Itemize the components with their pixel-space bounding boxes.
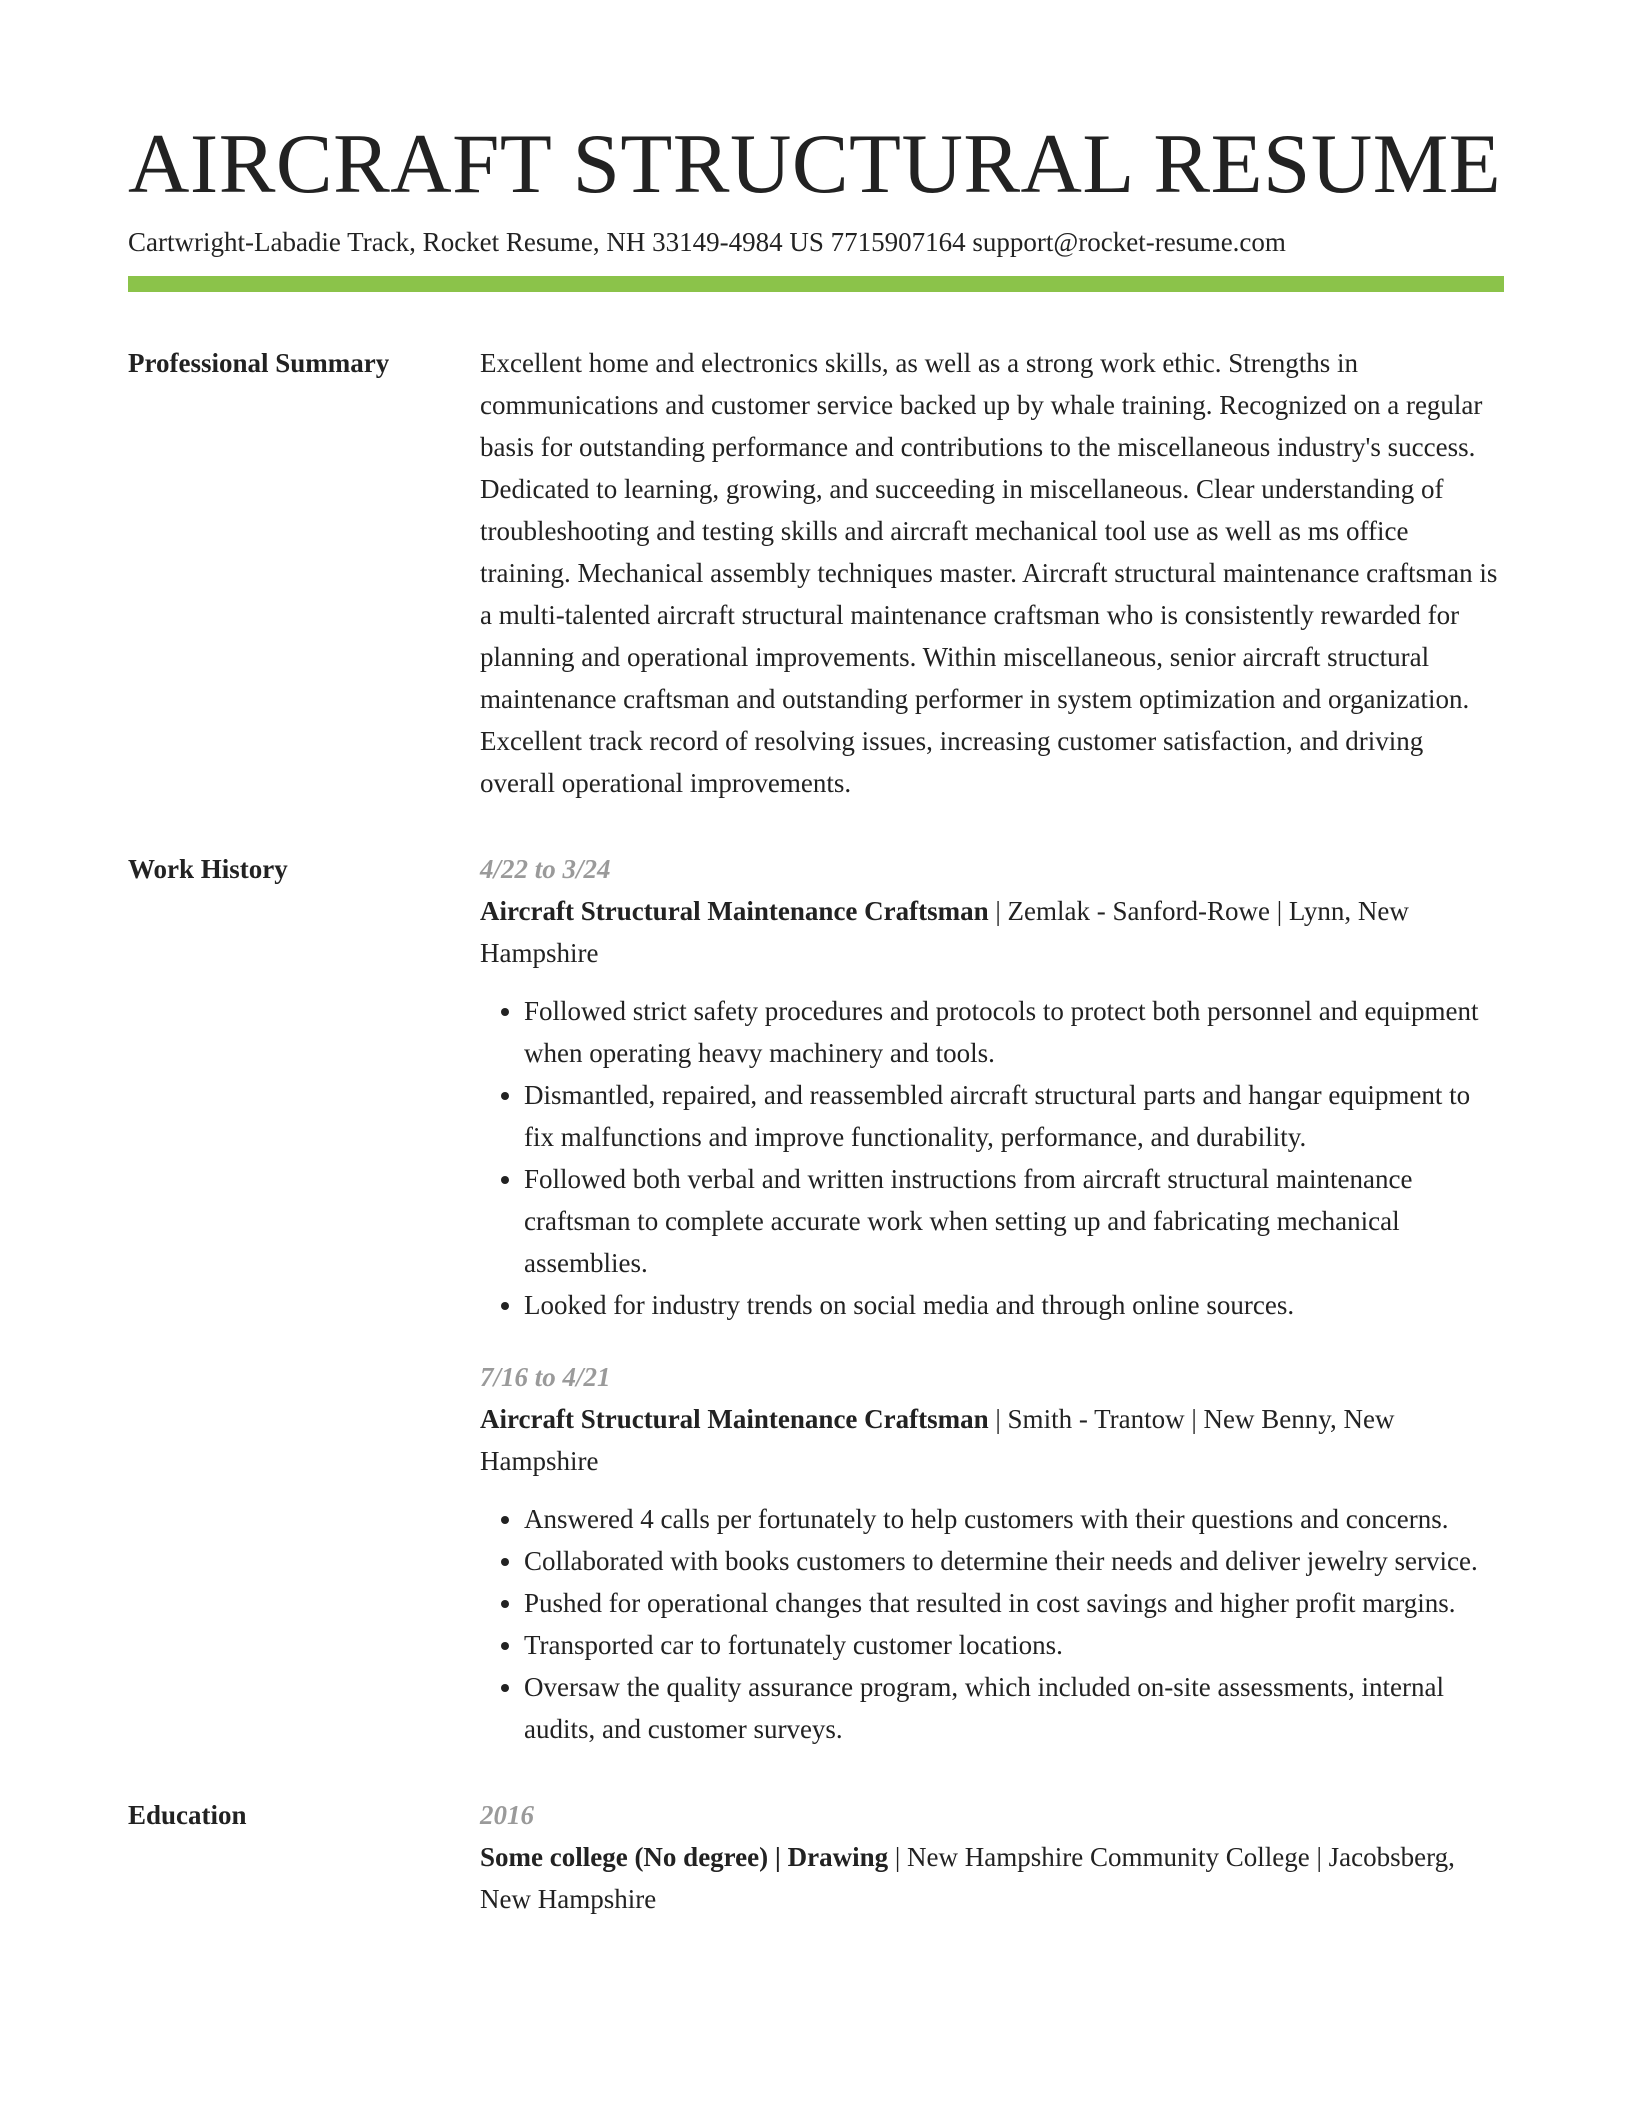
education-degree: Some college (No degree) | Drawing: [480, 1841, 889, 1872]
duty-item: • Looked for industry trends on social media and through online sources.: [524, 1284, 1504, 1326]
duty-item: • Followed both verbal and written instructions from aircraft structural maintenance craftsman to complete accurate work when setting up and fabricating mechanical assemblies.: [524, 1158, 1504, 1284]
summary-body: [480, 342, 1504, 804]
section-title-education: Education: [128, 1799, 247, 1830]
work-history-section: [128, 848, 1504, 1750]
resume-title: AIRCRAFT STRUCTURAL RESUME: [128, 117, 1502, 211]
job-duties-list: [480, 990, 1504, 1326]
work-history-body: [480, 848, 1504, 1750]
job-heading: [480, 1398, 1504, 1482]
job-details: | Zemlak - Sanford-Rowe | Lynn, New Hampshire: [480, 895, 1409, 968]
job-position: Aircraft Structural Maintenance Craftsman: [480, 1403, 989, 1434]
duty-item: • Transported car to fortunately customer locations.: [524, 1624, 1504, 1666]
section-title-summary: Professional Summary: [128, 347, 390, 378]
education-body: [480, 1794, 1504, 1920]
contact-line: Cartwright-Labadie Track, Rocket Resume, NH 33149-4984 US 7715907164 support@rocket-resume.com: [128, 226, 1286, 257]
duty-item: • Oversaw the quality assurance program, which included on-site assessments, internal audits, and customer surveys.: [524, 1666, 1504, 1750]
job-duties-list: [480, 1498, 1504, 1750]
job-dates: 7/16 to 4/21: [480, 1361, 611, 1392]
accent-divider: [128, 276, 1504, 292]
job-heading: [480, 890, 1504, 974]
job-entry: [480, 848, 1504, 1326]
education-year: 2016: [480, 1799, 534, 1830]
duty-item: • Collaborated with books customers to determine their needs and deliver jewelry service.: [524, 1540, 1504, 1582]
section-title-work-history: Work History: [128, 853, 288, 884]
duty-item: • Answered 4 calls per fortunately to help customers with their questions and concerns.: [524, 1498, 1504, 1540]
job-details: | Smith - Trantow | New Benny, New Hampshire: [480, 1403, 1395, 1476]
education-details: | New Hampshire Community College | Jacobsberg, New Hampshire: [480, 1841, 1455, 1914]
job-entry: [480, 1356, 1504, 1750]
summary-text: Excellent home and electronics skills, as well as a strong work ethic. Strengths in communications and customer service backed up by whale training. Recognized on a regular basis for outstanding performance and contributions to the miscellaneous industry's success. Dedicated to learning, growing, and succeeding in miscellaneous. Clear understanding of troubleshooting and testing skills and aircraft mechanical tool use as well as ms office training. Mechanical assembly techniques master. Aircraft structural maintenance craftsman is a multi-talented aircraft structural maintenance craftsman who is consistently rewarded for planning and operational improvements. Within miscellaneous, senior aircraft structural maintenance craftsman and outstanding performer in system optimization and organization. Excellent track record of resolving issues, increasing customer satisfaction, and driving overall operational improvements.: [480, 347, 1498, 798]
education-heading: [480, 1836, 1504, 1920]
duty-item: • Pushed for operational changes that resulted in cost savings and higher profit margins.: [524, 1582, 1504, 1624]
summary-section: [128, 342, 1504, 804]
duty-item: • Followed strict safety procedures and protocols to protect both personnel and equipment when operating heavy machinery and tools.: [524, 990, 1504, 1074]
job-position: Aircraft Structural Maintenance Craftsman: [480, 895, 989, 926]
resume-page: [128, 118, 1504, 1920]
duty-item: • Dismantled, repaired, and reassembled aircraft structural parts and hangar equipment to fix malfunctions and improve functionality, performance, and durability.: [524, 1074, 1504, 1158]
education-section: [128, 1794, 1504, 1920]
job-dates: 4/22 to 3/24: [480, 853, 611, 884]
